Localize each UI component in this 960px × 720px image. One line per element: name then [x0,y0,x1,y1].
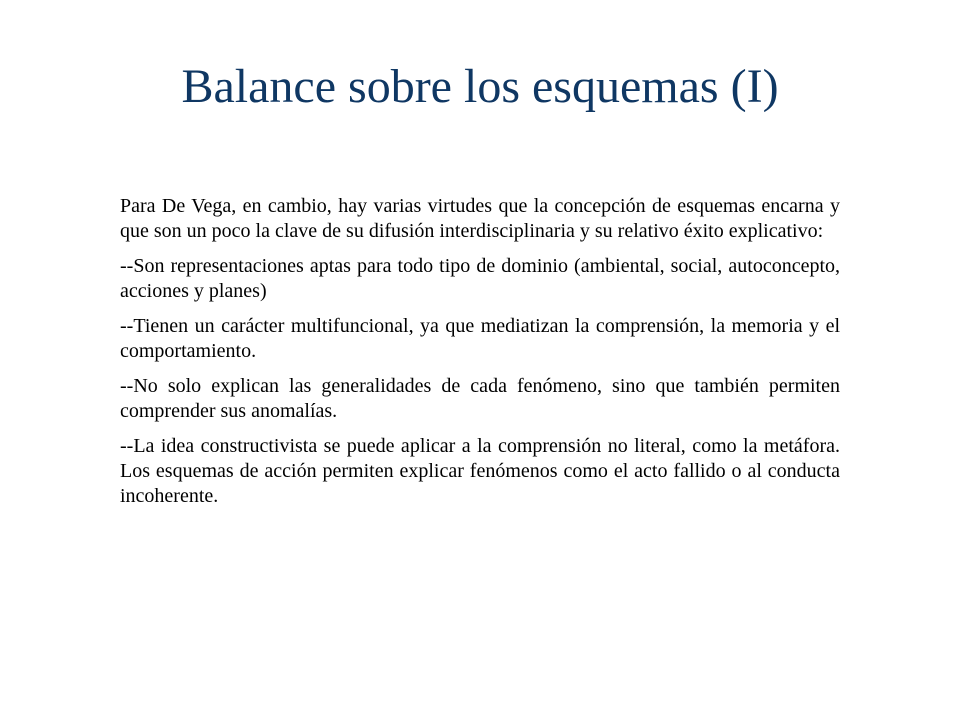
intro-paragraph: Para De Vega, en cambio, hay varias virtudes que la concepción de esquemas encarna y que son un poco la clave de su difusión interdisciplinaria y su relativo éxito explicativo: [120,195,840,242]
slide-body [120,194,840,519]
bullet-paragraph-domains: --Son representaciones aptas para todo tipo de dominio (ambiental, social, autoconcepto, acciones y planes) [120,255,840,302]
bullet-paragraph-multifunctional: --Tienen un carácter multifuncional, ya que mediatizan la comprensión, la memoria y el comportamiento. [120,315,840,362]
slide-title: Balance sobre los esquemas (I) [181,60,779,113]
bullet-paragraph-anomalies: --No solo explican las generalidades de cada fenómeno, sino que también permiten comprender sus anomalías. [120,375,840,422]
bullet-paragraph-constructivist: --La idea constructivista se puede aplicar a la comprensión no literal, como la metáfora. Los esquemas de acción permiten explicar fenómenos como el acto fallido o al conducta incoherente. [120,435,840,507]
